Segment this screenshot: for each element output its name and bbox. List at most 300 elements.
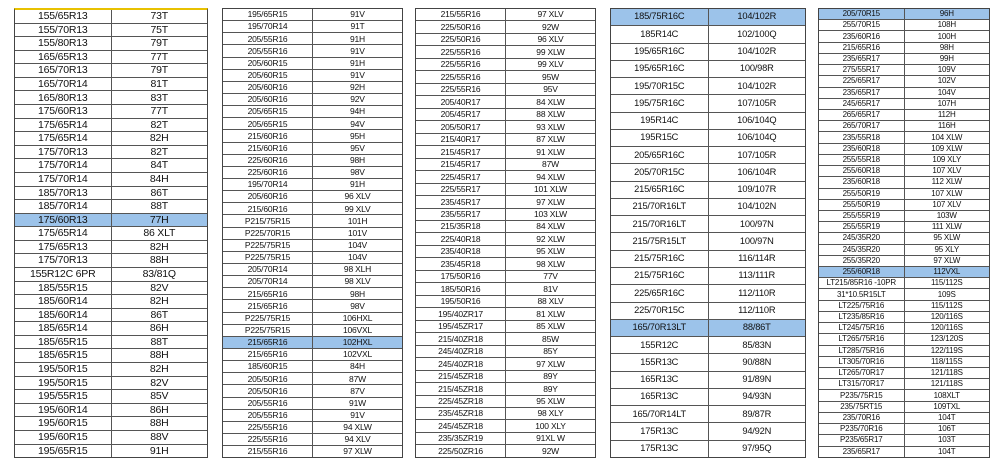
load-speed-cell: 98V [312,167,402,178]
table-row [223,130,402,142]
table-row [819,121,989,132]
table-row [819,9,989,20]
table-row [223,58,402,70]
load-speed-cell: 112VXL [904,267,990,277]
load-speed-cell: 86 XLT [111,227,208,240]
tire-size-cell: 235/65R17 [842,87,880,97]
load-speed-cell: 102/100Q [708,26,806,42]
tire-size-cell: 235/45R18 [440,258,481,269]
tire-size-table-5 [818,8,990,458]
table-row [15,200,207,214]
table-row [223,228,402,240]
load-speed-cell: 107 XLV [904,166,990,176]
table-row [819,166,989,177]
tire-size-cell: 185/60R15 [247,361,288,372]
tire-size-cell: 215/40R17 [440,134,481,145]
load-speed-cell: 106/104R [708,164,806,180]
load-speed-cell: 100H [904,31,990,41]
table-row [223,398,402,410]
table-row [15,349,207,363]
tire-size-cell: 225/60R16 [247,155,288,165]
table-row [611,147,805,164]
tire-size-cell: LT215/85R16 -10PR [826,278,896,288]
tire-size-cell: 195/70R14 [247,21,288,32]
tire-size-cell: 215/70R16LT [632,201,686,212]
table-row [416,333,595,345]
load-speed-cell: 106T [904,424,990,434]
table-row [416,358,595,370]
table-row [819,132,989,143]
table-row [611,406,805,423]
load-speed-cell: 109TXL [904,402,990,412]
load-speed-cell: 82H [111,241,208,254]
tire-size-cell: 225/65R16C [634,287,685,298]
table-row [15,78,207,92]
table-row [416,283,595,295]
tire-size-cell: 175/65R14 [37,227,88,240]
load-speed-cell: 85/83N [708,337,806,353]
load-speed-cell: 106/104Q [708,130,806,146]
table-row [819,301,989,312]
tire-size-cell: 205/55R16 [247,397,288,408]
load-speed-cell: 88 XLV [505,296,595,307]
load-speed-cell: 88V [111,431,208,444]
table-row [223,118,402,130]
load-speed-cell: 109S [904,289,990,299]
table-row [819,346,989,357]
tire-size-cell: 195/70R14 [247,179,288,190]
load-speed-cell: 106/104Q [708,113,806,129]
load-speed-cell: 88T [111,336,208,349]
table-row [15,309,207,323]
load-speed-cell: 98H [312,155,402,166]
tire-size-cell: 245/35R20 [842,244,880,254]
table-row [611,320,805,337]
load-speed-cell: 98V [312,300,402,311]
tire-size-cell: 225/50R16 [440,21,481,32]
table-row [611,26,805,43]
tire-size-cell: 245/40ZR18 [438,358,483,369]
load-speed-cell: 99 XLV [312,203,402,214]
load-speed-cell: 109 XLY [904,155,990,165]
tire-size-cell: 195R15C [640,132,679,143]
load-speed-cell: 84 XLW [505,221,595,232]
table-row [223,422,402,434]
table-row [416,346,595,358]
load-speed-cell: 97 XLW [505,196,595,207]
tire-size-cell: 31*10.5R15LT [836,289,886,299]
tire-size-cell: 205/70R15 [842,9,880,19]
table-row [15,214,207,228]
tire-size-cell: 175/60R13 [37,105,88,118]
tire-size-cell: 225/50R16 [440,34,481,45]
tire-size-cell: 225/45ZR18 [438,396,483,407]
tire-size-cell: 205/65R15 [247,106,288,117]
table-row [611,9,805,26]
load-speed-cell: 91H [312,179,402,190]
table-row [819,390,989,401]
tire-size-cell: 225/55R16 [247,434,288,445]
load-speed-cell: 79T [111,64,208,77]
tire-size-cell: 205/55R16 [247,409,288,420]
table-row [416,321,595,333]
table-row [819,189,989,200]
load-speed-cell: 94 XLW [505,171,595,182]
table-row [416,383,595,395]
tire-size-cell: LT235/85R16 [838,312,885,322]
load-speed-cell: 81V [505,283,595,294]
table-row [223,21,402,33]
load-speed-cell: 82V [111,282,208,295]
load-speed-cell: 91 XLW [505,146,595,157]
load-speed-cell: 112H [904,110,990,120]
load-speed-cell: 103 XLW [505,209,595,220]
tire-size-cell: 195/55R15 [37,390,88,403]
load-speed-cell: 85 XLW [505,321,595,332]
table-row [223,203,402,215]
load-speed-cell: 116H [904,121,990,131]
table-row [223,361,402,373]
load-speed-cell: 96H [904,9,990,19]
tire-size-cell: 195/50R15 [37,376,88,389]
table-row [611,389,805,406]
tire-size-cell: 205/65R15 [247,118,288,129]
load-speed-cell: 97 XLW [505,358,595,369]
tire-size-cell: 175/60R13 [37,213,88,226]
table-row [819,323,989,334]
tire-size-cell: 175/70R14 [37,159,88,172]
tire-size-cell: 215/70R16LT [632,218,686,229]
load-speed-cell: 108H [904,20,990,30]
load-speed-cell: 89/87R [708,406,806,422]
load-speed-cell: 98H [312,288,402,299]
load-speed-cell: 77H [111,214,208,227]
load-speed-cell: 112/110R [708,285,806,301]
tire-size-cell: 195/65R16C [634,63,685,74]
tire-size-cell: LT285/75R16 [838,345,885,355]
load-speed-cell: 104/102R [708,78,806,94]
load-speed-cell: 95V [505,84,595,95]
tire-size-cell: 215/40ZR18 [438,333,483,344]
load-speed-cell: 92 XLW [505,233,595,244]
tire-size-cell: 205/60R15 [247,57,288,68]
load-speed-cell: 81T [111,78,208,91]
tire-size-cell: P225/75R15 [244,324,291,335]
table-row [611,130,805,147]
load-speed-cell: 77V [505,271,595,282]
tire-size-cell: 205/50R16 [247,385,288,396]
tire-size-cell: 255/55R18 [842,154,880,164]
tire-size-cell: 205/40R17 [440,96,481,107]
load-speed-cell: 86H [111,404,208,417]
load-speed-cell: 84T [111,159,208,172]
load-speed-cell: 82H [111,132,208,145]
table-row [819,368,989,379]
table-row [416,296,595,308]
tire-size-cell: 175/65R14 [37,132,88,145]
table-row [416,396,595,408]
table-row [223,45,402,57]
tire-size-cell: 275/55R17 [842,65,880,75]
table-row [611,354,805,371]
tire-size-cell: 165R13C [640,391,679,402]
tire-size-cell: 185/55R15 [37,281,88,294]
tire-size-cell: 185/65R15 [37,349,88,362]
tire-size-cell: 165/70R13LT [632,322,686,333]
load-speed-cell: 100/97N [708,233,806,249]
load-speed-cell: 84H [111,173,208,186]
table-row [819,278,989,289]
load-speed-cell: 93 XLW [505,121,595,132]
tire-size-cell: 235/60R18 [842,177,880,187]
tire-size-cell: 185/60R14 [37,308,88,321]
tire-size-cell: 175R13C [640,443,679,454]
table-row [223,373,402,385]
tire-size-cell: 165/70R14LT [632,408,686,419]
load-speed-cell: 82V [111,377,208,390]
load-speed-cell: 98 XLH [312,264,402,275]
tire-size-cell: 215/75R15LT [632,235,686,246]
tire-size-cell: 205/70R15C [634,166,685,177]
table-row [611,216,805,233]
load-speed-cell: 100/98R [708,61,806,77]
tire-size-table-4 [610,8,806,458]
tire-size-cell: LT265/70R17 [838,368,885,378]
load-speed-cell: 86T [111,309,208,322]
table-row [611,251,805,268]
load-speed-cell: 104/102N [708,199,806,215]
table-row [223,191,402,203]
load-speed-cell: 108XLT [904,390,990,400]
load-speed-cell: 101 XLW [505,184,595,195]
tire-size-cell: 215/65R16 [247,349,288,360]
load-speed-cell: 97 XLW [312,446,402,457]
table-row [416,71,595,83]
load-speed-cell: 79T [111,37,208,50]
load-speed-cell: 88 XLW [505,109,595,120]
table-row [15,390,207,404]
tire-size-cell: 165/70R13 [37,64,88,77]
tire-size-cell: 225/55R16 [440,46,481,57]
table-row [611,78,805,95]
load-speed-cell: 111 XLW [904,222,990,232]
load-speed-cell: 120/116S [904,312,990,322]
tire-size-cell: 175/65R14 [37,118,88,131]
table-row [416,420,595,432]
tire-size-cell: 185/75R16C [634,11,685,22]
tire-size-cell: 235/55R17 [440,208,481,219]
load-speed-cell: 104T [904,413,990,423]
load-speed-cell: 99H [904,54,990,64]
table-row [416,171,595,183]
load-speed-cell: 94V [312,118,402,129]
tire-size-cell: 205/50R17 [440,121,481,132]
load-speed-cell: 82H [111,295,208,308]
load-speed-cell: 91V [312,410,402,421]
load-speed-cell: 96 XLV [312,191,402,202]
load-speed-cell: 89Y [505,383,595,394]
load-speed-cell: 92W [505,21,595,32]
load-speed-cell: 86T [111,187,208,200]
tire-size-cell: P225/70R15 [244,227,291,238]
table-row [416,121,595,133]
tire-size-cell: 215/65R16C [634,184,685,195]
tire-size-cell: P235/65R17 [840,435,883,445]
tire-size-cell: LT265/75R16 [838,334,885,344]
table-row [819,233,989,244]
table-row [416,96,595,108]
tire-size-cell: LT225/75R16 [838,300,885,310]
table-row [819,76,989,87]
tire-size-cell: 155R12C 6PR [29,268,96,281]
load-speed-cell: 115/112S [904,301,990,311]
tire-size-cell: 235/65R17 [842,53,880,63]
table-row [611,233,805,250]
load-speed-cell: 94 XLV [312,434,402,445]
table-row [223,9,402,21]
tire-size-cell: 235/70R16 [842,412,880,422]
load-speed-cell: 75T [111,24,208,37]
tire-size-cell: 195/50R15 [37,363,88,376]
tire-size-cell: 175/50R16 [440,271,481,282]
table-row [819,88,989,99]
tire-size-cell: 165/80R13 [37,91,88,104]
table-row [15,187,207,201]
tire-size-cell: 205/55R16 [247,33,288,44]
load-speed-cell: 96 XLV [505,34,595,45]
tire-size-cell: 215/60R16 [247,142,288,153]
load-speed-cell: 120/116S [904,323,990,333]
tire-size-cell: 195/60R14 [37,403,88,416]
load-speed-cell: 98 XLY [505,408,595,419]
table-row [416,9,595,21]
load-speed-cell: 85W [505,333,595,344]
table-row [15,282,207,296]
table-row [611,113,805,130]
table-row [223,215,402,227]
load-speed-cell: 116/114R [708,251,806,267]
tire-size-cell: 215/55R16 [247,446,288,457]
load-speed-cell: 94H [312,106,402,117]
load-speed-cell: 91W [312,398,402,409]
load-speed-cell: 91/89N [708,372,806,388]
tire-size-cell: 225/60R16 [247,167,288,178]
tire-size-table-1 [14,8,208,458]
tire-size-cell: 185/70R14 [37,200,88,213]
table-row [15,268,207,282]
tire-size-cell: 205/60R16 [247,191,288,202]
table-row [611,182,805,199]
load-speed-cell: 87W [505,159,595,170]
load-speed-cell: 123/120S [904,334,990,344]
load-speed-cell: 104/102R [708,44,806,60]
load-speed-cell: 97/95Q [708,441,806,457]
table-row [15,24,207,38]
table-row [223,288,402,300]
table-row [611,199,805,216]
load-speed-cell: 97 XLW [904,256,990,266]
tire-size-cell: 245/65R17 [842,98,880,108]
tire-size-cell: 265/65R17 [842,110,880,120]
tire-size-cell: 255/35R20 [842,255,880,265]
load-speed-cell: 106VXL [312,325,402,336]
table-row [223,106,402,118]
tire-size-cell: 155R13C [640,356,679,367]
tire-size-cell: 165R13C [640,374,679,385]
tire-size-cell: 185/60R14 [37,295,88,308]
load-speed-cell: 107/105R [708,95,806,111]
load-speed-cell: 83T [111,91,208,104]
tire-size-cell: 215/45R17 [440,159,481,170]
table-row [819,99,989,110]
table-row [15,64,207,78]
load-speed-cell: 95 XLW [505,396,595,407]
tire-size-cell: 155/65R13 [37,10,88,23]
load-speed-cell: 92W [505,445,595,456]
load-speed-cell: 95 XLW [904,233,990,243]
load-speed-cell: 104V [312,252,402,263]
table-row [15,377,207,391]
tire-size-cell: 225/55R16 [440,71,481,82]
tire-size-cell: 225/50ZR16 [438,445,483,456]
table-row [416,445,595,456]
table-row [819,65,989,76]
tire-size-cell: 225/65R17 [842,76,880,86]
table-row [15,295,207,309]
table-row [416,21,595,33]
table-row [819,334,989,345]
tire-size-cell: 205/50R16 [247,373,288,384]
table-row [416,59,595,71]
tire-size-cell: 195/50R16 [440,296,481,307]
load-speed-cell: 87 XLW [505,134,595,145]
load-speed-cell: 100 XLY [505,420,595,431]
load-speed-cell: 87V [312,385,402,396]
tire-size-cell: 195/65R15 [37,444,88,457]
tire-size-cell: 255/55R19 [842,222,880,232]
load-speed-cell: 83/81Q [111,268,208,281]
table-row [223,155,402,167]
tire-size-cell: 235/75RT15 [840,401,883,411]
table-row [223,337,402,349]
tire-size-cell: 255/60R18 [842,166,880,176]
load-speed-cell: 115/112S [904,278,990,288]
table-row [416,308,595,320]
tire-size-cell: 235/65R17 [842,446,880,456]
table-row [416,134,595,146]
load-speed-cell: 107/105R [708,147,806,163]
tire-size-cell: 245/35R20 [842,233,880,243]
tire-size-cell: 185/65R15 [37,335,88,348]
tire-size-cell: P225/75R15 [244,252,291,263]
tire-size-cell: 215/45R17 [440,146,481,157]
load-speed-cell: 92V [312,94,402,105]
load-speed-cell: 102V [904,76,990,86]
tire-size-cell: 235/45R17 [440,196,481,207]
table-row [416,258,595,270]
table-row [416,221,595,233]
table-row [416,184,595,196]
tire-size-cell: P235/70R16 [840,424,883,434]
table-row [416,371,595,383]
load-speed-cell: 99 XLW [505,46,595,57]
table-row [819,447,989,457]
table-row [819,413,989,424]
table-row [611,61,805,78]
load-speed-cell: 97 XLV [505,9,595,20]
tire-size-cell: 195/65R15 [247,9,288,20]
table-row [15,91,207,105]
